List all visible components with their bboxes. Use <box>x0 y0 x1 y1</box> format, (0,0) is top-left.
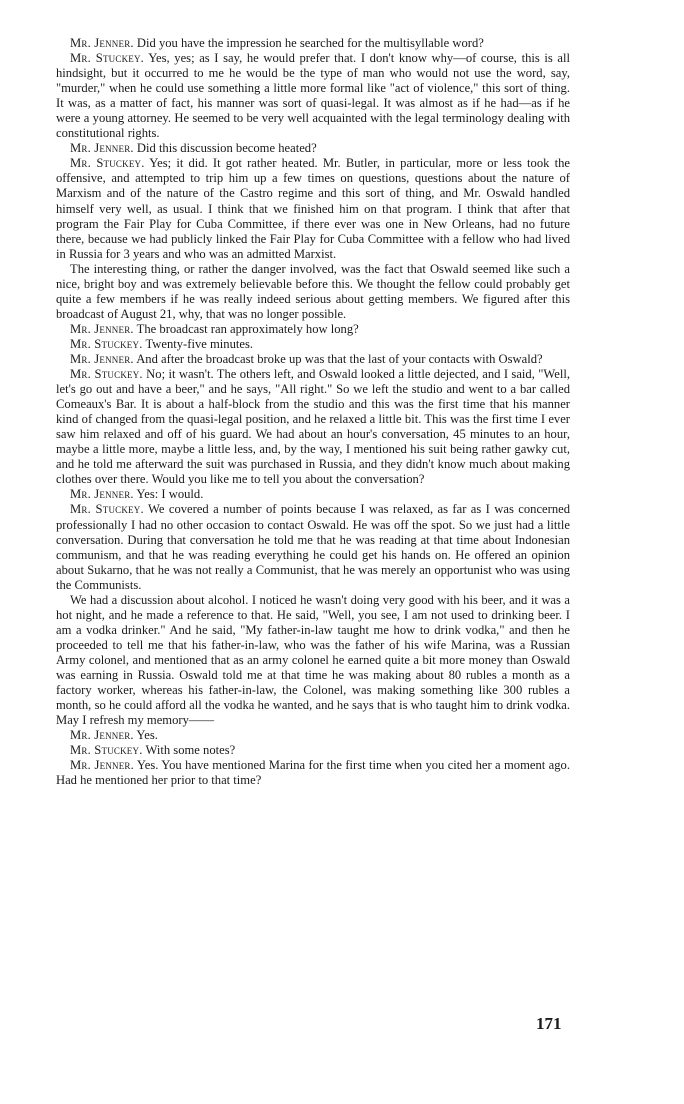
paragraph-6 <box>56 322 570 337</box>
paragraph-text: Yes: I would. <box>133 487 204 502</box>
speaker-label: Mr. Jenner. <box>70 728 134 743</box>
paragraph-8 <box>56 352 570 367</box>
paragraph-text: The broadcast ran approximately how long? <box>133 321 359 336</box>
speaker-label: Mr. Stuckey. <box>70 51 145 66</box>
speaker-label: Mr. Jenner. <box>70 36 134 50</box>
paragraph-text: Did this discussion become heated? <box>133 141 317 156</box>
speaker-label: Mr. Jenner. <box>70 487 134 502</box>
paragraph-text: Yes. <box>133 728 158 743</box>
paragraph-text: Yes; it did. It got rather heated. Mr. Butler, in particular, more or less took the offensive, and attempted to trip him up a few times on questions, questions about the nature of Marxism and of the nature of the Castro regime and this sort of thing, and Mr. Oswald handled himself very well, as usual. I think that we finished him on that program. I think that after that program the Fair Play for Cuba Committee, if there ever was one in New Orleans, had no future there, because we had publicly linked the Fair Play for Cuba Committee with a fellow who had lived in Russia for 3 years and who was an admitted Marxist. <box>56 156 570 261</box>
speaker-label: Mr. Stuckey. <box>70 502 144 517</box>
paragraph-text: We had a discussion about alcohol. I noticed he wasn't doing very good with his beer, and it was a hot night, and he made a reference to that. He said, "Well, you see, I am not used to drinking beer. I am a vodka drinker." And he said, "My father-in-law taught me how to drink vodka," and then he proceeded to tell me that his father-in-law, who was the father of his wife Marina, was a Russian Army colonel, and mentioned that as an army colonel he earned quite a bit more money than Oswald was earning in Russia. Oswald told me at that time he was making about 80 rubles a month as a factory worker, whereas his father-in-law, the Colonel, was making something like 300 rubles a month, so he could afford all the vodka he wanted, and he says that is who taught him to drink vodka. May I refresh my memory—— <box>56 592 570 728</box>
paragraph-text: Did you have the impression he searched for the multisyllable word? <box>133 36 484 50</box>
speaker-label: Mr. Jenner. <box>70 351 134 366</box>
paragraph-text: Yes, yes; as I say, he would prefer that. I don't know why—of course, this is all hindsight, but it occurred to me he would be the type of man who would not use the word, say, "murder," when he could use something a little more formal like "act of violence," this sort of thing. It was, as a matter of fact, his manner was sort of quasi-legal. It was almost as if he had—as if he were a young attorney. He seemed to be very well acquainted with the legal terminology dealing with constitutional rights. <box>56 51 571 141</box>
paragraph-text: We covered a number of points because I was relaxed, as far as I was concerned professionally I had no other occasion to contact Oswald. He was off the spot. So we just had a little conversation. During that conversation he told me that he was reading at that time about Indonesian communism, and that he was reading everything he could get his hands on. He offered an opinion about Sukarno, that he was not really a Communist, that he was merely an opportunist who was using the Communists. <box>56 502 571 592</box>
paragraph-13 <box>56 728 570 743</box>
speaker-label: Mr. Stuckey. <box>70 336 143 351</box>
paragraph-12 <box>56 593 570 728</box>
paragraph-9 <box>56 367 570 487</box>
speaker-label: Mr. Stuckey. <box>70 367 143 382</box>
paragraph-text: With some notes? <box>142 743 236 758</box>
document-body <box>56 36 570 788</box>
speaker-label: Mr. Jenner. <box>70 141 134 156</box>
paragraph-7 <box>56 337 570 352</box>
paragraph-5 <box>56 262 570 322</box>
page-number: 171 <box>536 1014 562 1033</box>
speaker-label: Mr. Stuckey. <box>70 743 143 758</box>
paragraph-3 <box>56 141 570 156</box>
paragraph-text: The interesting thing, or rather the danger involved, was the fact that Oswald seemed like such a nice, bright boy and was extremely believable before this. We thought the fellow could probably get quite a few members if he was really indeed serious about getting members. We figured after this broadcast of August 21, why, that was no longer possible. <box>56 261 570 321</box>
paragraph-4 <box>56 156 570 261</box>
speaker-label: Mr. Stuckey. <box>70 156 145 171</box>
paragraph-text: Yes. You have mentioned Marina for the first time when you cited her a moment ago. Had he mentioned her prior to that time? <box>56 758 570 788</box>
paragraph-text: Twenty-five minutes. <box>142 336 254 351</box>
paragraph-14 <box>56 743 570 758</box>
paragraph-10 <box>56 487 570 502</box>
paragraph-text: And after the broadcast broke up was that the last of your contacts with Oswald? <box>133 351 543 366</box>
speaker-label: Mr. Jenner. <box>70 758 134 773</box>
paragraph-1 <box>56 36 570 51</box>
paragraph-2 <box>56 51 570 141</box>
paragraph-text: No; it wasn't. The others left, and Oswald looked a little dejected, and I said, "Well, let's go out and have a beer," and he says, "All right." So we left the studio and went to a bar called Comeaux's Bar. It is about a half-block from the studio and this was the first time that his manner kind of changed from the quasi-legal position, and he relaxed a little bit. This was the first time I ever saw him relaxed and off of his guard. We had about an hour's conversation, 45 minutes to an hour, maybe a little more, maybe a little less, and, by the way, I mentioned his suit being rather gawky cut, and he told me afterward the suit was purchased in Russia, and they didn't know much about making clothes over there. Would you like me to tell you about the conversation? <box>56 367 571 487</box>
paragraph-15 <box>56 758 570 788</box>
paragraph-11 <box>56 502 570 592</box>
speaker-label: Mr. Jenner. <box>70 321 134 336</box>
